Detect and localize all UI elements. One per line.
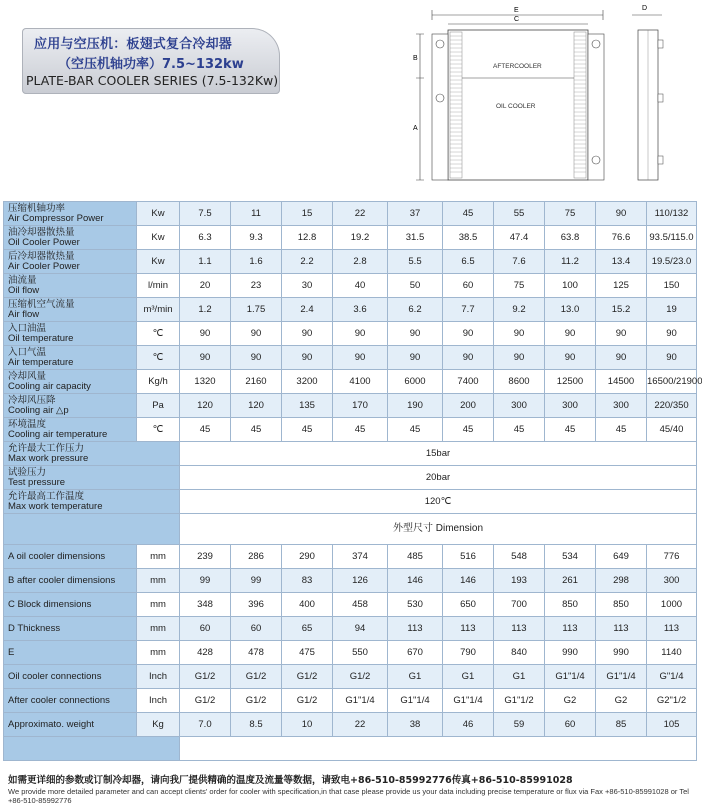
table-cell: 90 (494, 322, 545, 346)
table-cell: 135 (282, 394, 333, 418)
row-unit: ℃ (137, 346, 180, 370)
table-cell: 200 (443, 394, 494, 418)
table-cell: 45 (282, 418, 333, 442)
table-cell: 1.75 (231, 298, 282, 322)
table-cell: 6.5 (443, 250, 494, 274)
table-cell: 19.2 (333, 226, 388, 250)
table-cell: 2.8 (333, 250, 388, 274)
table-cell: 30 (282, 274, 333, 298)
table-cell: 120 (231, 394, 282, 418)
row-label-cn: 环境温度 (8, 419, 47, 430)
table-cell: 113 (443, 617, 494, 641)
label-oil-cooler: OIL COOLER (496, 103, 536, 110)
table-cell: G2"1/2 (647, 689, 697, 713)
table-cell: 110/132 (647, 202, 697, 226)
table-cell: 146 (388, 569, 443, 593)
table-cell: 670 (388, 641, 443, 665)
table-cell: 50 (388, 274, 443, 298)
row-label-cn: 入口气温 (8, 347, 47, 358)
table-cell: 700 (494, 593, 545, 617)
table-cell: 400 (282, 593, 333, 617)
table-cell: 13.4 (596, 250, 647, 274)
table-cell: 90 (180, 322, 231, 346)
table-cell: 83 (282, 569, 333, 593)
table-row (4, 298, 697, 322)
table-cell: 100 (545, 274, 596, 298)
row-label-en: Oil temperature (8, 332, 74, 344)
table-cell: 60 (180, 617, 231, 641)
row-label-cn: 压缩机轴功率 (8, 203, 66, 214)
table-cell: 125 (596, 274, 647, 298)
table-cell: 23 (231, 274, 282, 298)
dim-label-b: B (413, 55, 418, 62)
row-label-en: Cooling air capacity (8, 380, 91, 392)
table-cell: 113 (596, 617, 647, 641)
table-cell: 19 (647, 298, 697, 322)
table-cell: 15.2 (596, 298, 647, 322)
table-row (4, 569, 697, 593)
table-cell: 534 (545, 545, 596, 569)
table-cell: 13.0 (545, 298, 596, 322)
table-cell: 6.3 (180, 226, 231, 250)
row-label: Approximato. weight (4, 713, 137, 737)
row-label (4, 490, 180, 514)
table-cell: 113 (494, 617, 545, 641)
table-row (4, 466, 697, 490)
table-cell: 1000 (647, 593, 697, 617)
table-row (4, 274, 697, 298)
table-cell: 1.1 (180, 250, 231, 274)
dim-label-c: C (514, 16, 520, 23)
row-label: Oil cooler connections (4, 665, 137, 689)
table-cell: 90 (596, 322, 647, 346)
table-cell: 19.5/23.0 (647, 250, 697, 274)
table-cell: 300 (647, 569, 697, 593)
label-aftercooler: AFTERCOOLER (493, 63, 542, 70)
table-cell: 11.2 (545, 250, 596, 274)
table-cell: 90 (443, 322, 494, 346)
row-label-cn: 压缩机空气流量 (8, 299, 75, 310)
table-cell: 45 (180, 418, 231, 442)
table-cell: 300 (494, 394, 545, 418)
table-row (4, 394, 697, 418)
table-cell: 45 (443, 418, 494, 442)
table-cell: 649 (596, 545, 647, 569)
row-label-cn: 允许最大工作压力 (8, 443, 85, 454)
table-cell: 31.5 (388, 226, 443, 250)
table-cell: 113 (388, 617, 443, 641)
table-cell: 7.7 (443, 298, 494, 322)
row-label: D Thickness (4, 617, 137, 641)
table-cell: 8600 (494, 370, 545, 394)
table-cell: G1"1/4 (596, 665, 647, 689)
table-cell: 239 (180, 545, 231, 569)
row-label-cn: 冷却风量 (8, 371, 47, 382)
table-row (4, 689, 697, 713)
empty-row (4, 737, 697, 761)
row-unit: Kw (137, 250, 180, 274)
dimension-header-row (4, 514, 697, 545)
row-label: After cooler connections (4, 689, 137, 713)
row-label-cn: 油流量 (8, 275, 37, 286)
table-cell: G1/2 (231, 665, 282, 689)
row-label-cn: 试验压力 (8, 467, 47, 478)
table-cell-span: 15bar (180, 442, 697, 466)
table-cell: 60 (231, 617, 282, 641)
table-cell: 20 (180, 274, 231, 298)
table-cell: 99 (180, 569, 231, 593)
table-cell: 1140 (647, 641, 697, 665)
row-unit: Kg (137, 713, 180, 737)
title-english: PLATE-BAR COOLER SERIES (7.5-132Kw) (26, 73, 279, 88)
table-row (4, 641, 697, 665)
table-cell: 3.6 (333, 298, 388, 322)
table-cell: 45 (443, 202, 494, 226)
table-row (4, 490, 697, 514)
table-cell: 990 (596, 641, 647, 665)
table-cell: 428 (180, 641, 231, 665)
row-label (4, 370, 137, 394)
table-cell: 650 (443, 593, 494, 617)
table-cell: 75 (494, 274, 545, 298)
row-label-en: Oil Cooler Power (8, 236, 80, 248)
table-cell: G1"1/4 (333, 689, 388, 713)
table-cell: 990 (545, 641, 596, 665)
table-cell: 113 (647, 617, 697, 641)
table-cell: 45 (494, 418, 545, 442)
table-cell: G1 (443, 665, 494, 689)
row-label-en: Air temperature (8, 356, 74, 368)
table-cell: G1/2 (282, 665, 333, 689)
row-label-en: Test pressure (8, 476, 66, 488)
table-cell: G1/2 (282, 689, 333, 713)
table-cell: 45 (596, 418, 647, 442)
table-row (4, 593, 697, 617)
table-cell: 7.5 (180, 202, 231, 226)
row-label-cn: 允许最高工作温度 (8, 491, 85, 502)
row-label (4, 466, 180, 490)
table-cell: 4100 (333, 370, 388, 394)
table-cell: G2 (596, 689, 647, 713)
table-cell: 840 (494, 641, 545, 665)
table-cell: 290 (282, 545, 333, 569)
table-cell: G1/2 (231, 689, 282, 713)
table-cell: 550 (333, 641, 388, 665)
table-cell: 90 (333, 322, 388, 346)
table-cell: 6000 (388, 370, 443, 394)
row-label (4, 298, 137, 322)
table-cell: 90 (494, 346, 545, 370)
table-cell: 548 (494, 545, 545, 569)
table-cell: 776 (647, 545, 697, 569)
table-cell: 59 (494, 713, 545, 737)
table-cell: 458 (333, 593, 388, 617)
row-label (4, 202, 137, 226)
blank-cell (180, 737, 697, 761)
dim-label-d: D (642, 5, 648, 12)
table-cell: 90 (282, 322, 333, 346)
table-cell: 1.6 (231, 250, 282, 274)
table-cell: 396 (231, 593, 282, 617)
table-cell: 90 (231, 322, 282, 346)
row-label (4, 322, 137, 346)
table-cell: 60 (443, 274, 494, 298)
title-chinese: 应用与空压机：板翅式复合冷却器 (34, 37, 233, 52)
table-cell: 47.4 (494, 226, 545, 250)
table-cell: 2.4 (282, 298, 333, 322)
table-cell: 146 (443, 569, 494, 593)
table-cell: G1 (494, 665, 545, 689)
table-row (4, 226, 697, 250)
table-cell: 2160 (231, 370, 282, 394)
table-cell: 7.0 (180, 713, 231, 737)
table-cell: 105 (647, 713, 697, 737)
table-cell: 45/40 (647, 418, 697, 442)
row-label: B after cooler dimensions (4, 569, 137, 593)
row-unit: ℃ (137, 322, 180, 346)
table-cell: 76.6 (596, 226, 647, 250)
table-cell: 38 (388, 713, 443, 737)
row-unit: m³/min (137, 298, 180, 322)
table-cell: 90 (443, 346, 494, 370)
table-row (4, 665, 697, 689)
table-cell: 300 (545, 394, 596, 418)
table-cell: G1/2 (333, 665, 388, 689)
table-cell: 90 (282, 346, 333, 370)
blank-cell (4, 737, 180, 761)
table-cell: 530 (388, 593, 443, 617)
table-cell: G1/2 (180, 665, 231, 689)
row-label-en: Oil flow (8, 284, 40, 296)
table-row (4, 545, 697, 569)
table-cell: 850 (596, 593, 647, 617)
row-label-cn: 油冷却器散热量 (8, 227, 75, 238)
table-cell: 5.5 (388, 250, 443, 274)
table-cell: G1"1/2 (494, 689, 545, 713)
row-label: E (4, 641, 137, 665)
table-row (4, 250, 697, 274)
table-cell: 99 (231, 569, 282, 593)
row-unit: mm (137, 569, 180, 593)
table-cell: 2.2 (282, 250, 333, 274)
row-unit: Kw (137, 202, 180, 226)
table-cell: 193 (494, 569, 545, 593)
table-cell: 46 (443, 713, 494, 737)
table-cell: 90 (388, 322, 443, 346)
table-cell: 485 (388, 545, 443, 569)
table-cell: 6.2 (388, 298, 443, 322)
table-cell: 40 (333, 274, 388, 298)
table-row (4, 322, 697, 346)
table-cell: 14500 (596, 370, 647, 394)
row-label (4, 418, 137, 442)
footer-chinese: 如需更详细的参数或订制冷却器，请向我厂提供精确的温度及流量等数据，请致电+86-510-85992776传真+86-510-85991028 (8, 775, 573, 786)
table-cell: 63.8 (545, 226, 596, 250)
blank-cell (4, 514, 180, 545)
table-cell: G"1/4 (647, 665, 697, 689)
table-cell: 90 (388, 346, 443, 370)
row-label (4, 274, 137, 298)
table-cell: 120 (180, 394, 231, 418)
row-unit: Inch (137, 689, 180, 713)
table-cell: 220/350 (647, 394, 697, 418)
table-cell: 3200 (282, 370, 333, 394)
table-cell: 22 (333, 713, 388, 737)
row-unit: Pa (137, 394, 180, 418)
table-row (4, 418, 697, 442)
table-cell: 478 (231, 641, 282, 665)
row-label-en: Air flow (8, 308, 40, 320)
table-cell: 12500 (545, 370, 596, 394)
table-cell: G1"1/4 (443, 689, 494, 713)
row-label (4, 442, 180, 466)
table-cell: 93.5/115.0 (647, 226, 697, 250)
table-cell: 90 (333, 346, 388, 370)
table-cell: 45 (333, 418, 388, 442)
table-cell: 90 (180, 346, 231, 370)
footer-english: We provide more detailed parameter and can accept clients' order for cooler with specification,in that case please provide us your data including precise temperature or flux via Fax +86-510-85991028 or Tel +86-510-85992776 (8, 787, 689, 805)
row-label-en: Max work temperature (8, 500, 103, 512)
table-cell: 790 (443, 641, 494, 665)
table-cell: 55 (494, 202, 545, 226)
table-cell: G1"1/4 (545, 665, 596, 689)
spec-table (3, 201, 702, 761)
dimension-header: 外型尺寸 Dimension (180, 514, 697, 545)
table-cell: 374 (333, 545, 388, 569)
table-row (4, 617, 697, 641)
table-cell: 1320 (180, 370, 231, 394)
row-label-cn: 入口油温 (8, 323, 47, 334)
table-cell: 150 (647, 274, 697, 298)
table-cell: G1/2 (180, 689, 231, 713)
table-cell: 261 (545, 569, 596, 593)
table-cell: 45 (545, 418, 596, 442)
table-cell: 22 (333, 202, 388, 226)
table-cell: 90 (647, 346, 697, 370)
table-cell: 12.8 (282, 226, 333, 250)
row-unit: Inch (137, 665, 180, 689)
row-label-en: Air Compressor Power (8, 212, 104, 224)
table-row (4, 346, 697, 370)
table-row (4, 713, 697, 737)
table-cell: 45 (388, 418, 443, 442)
table-cell: 85 (596, 713, 647, 737)
table-cell: 850 (545, 593, 596, 617)
table-cell: 190 (388, 394, 443, 418)
table-cell: 7400 (443, 370, 494, 394)
row-unit: mm (137, 617, 180, 641)
table-cell: 170 (333, 394, 388, 418)
table-cell: 90 (231, 346, 282, 370)
table-cell-span: 20bar (180, 466, 697, 490)
table-row (4, 370, 697, 394)
table-cell: 8.5 (231, 713, 282, 737)
row-label-en: Cooling air temperature (8, 428, 108, 440)
row-label: A oil cooler dimensions (4, 545, 137, 569)
table-row (4, 442, 697, 466)
table-cell: 286 (231, 545, 282, 569)
table-cell: 38.5 (443, 226, 494, 250)
table-cell: 10 (282, 713, 333, 737)
table-cell: 1.2 (180, 298, 231, 322)
table-cell: 7.6 (494, 250, 545, 274)
table-cell: 65 (282, 617, 333, 641)
row-label-en: Air Cooler Power (8, 260, 80, 272)
table-cell: 11 (231, 202, 282, 226)
row-label-en: Max work pressure (8, 452, 89, 464)
table-cell: G2 (545, 689, 596, 713)
row-unit: mm (137, 545, 180, 569)
table-cell: 90 (596, 346, 647, 370)
table-cell: 15 (282, 202, 333, 226)
table-cell: 126 (333, 569, 388, 593)
row-unit: ℃ (137, 418, 180, 442)
title-chinese-subtitle: （空压机轴功率）7.5~132kw (58, 57, 244, 72)
row-label-cn: 冷却风压降 (8, 395, 56, 406)
table-cell: 300 (596, 394, 647, 418)
dim-label-a: A (413, 125, 418, 132)
table-cell: G1 (388, 665, 443, 689)
table-cell: 90 (596, 202, 647, 226)
table-cell: 348 (180, 593, 231, 617)
table-cell: 298 (596, 569, 647, 593)
table-cell: 9.2 (494, 298, 545, 322)
row-label-cn: 后冷却器散热量 (8, 251, 75, 262)
row-unit: mm (137, 593, 180, 617)
table-cell: 94 (333, 617, 388, 641)
table-cell: 475 (282, 641, 333, 665)
row-label (4, 394, 137, 418)
table-cell: 90 (647, 322, 697, 346)
row-label (4, 226, 137, 250)
table-cell: 9.3 (231, 226, 282, 250)
row-label: C Block dimensions (4, 593, 137, 617)
row-unit: l/min (137, 274, 180, 298)
table-cell: 75 (545, 202, 596, 226)
row-label (4, 250, 137, 274)
cooler-diagram (410, 0, 700, 195)
table-cell: 60 (545, 713, 596, 737)
table-cell: 16500/21900 (647, 370, 697, 394)
row-label (4, 346, 137, 370)
row-label-en: Cooling air △p (8, 404, 69, 416)
row-unit: mm (137, 641, 180, 665)
row-unit: Kg/h (137, 370, 180, 394)
table-cell: G1"1/4 (388, 689, 443, 713)
table-cell: 516 (443, 545, 494, 569)
table-row (4, 202, 697, 226)
table-cell: 90 (545, 322, 596, 346)
row-unit: Kw (137, 226, 180, 250)
table-cell: 37 (388, 202, 443, 226)
dim-label-e: E (514, 7, 519, 14)
table-cell-span: 120℃ (180, 490, 697, 514)
table-cell: 45 (231, 418, 282, 442)
table-cell: 90 (545, 346, 596, 370)
table-cell: 113 (545, 617, 596, 641)
